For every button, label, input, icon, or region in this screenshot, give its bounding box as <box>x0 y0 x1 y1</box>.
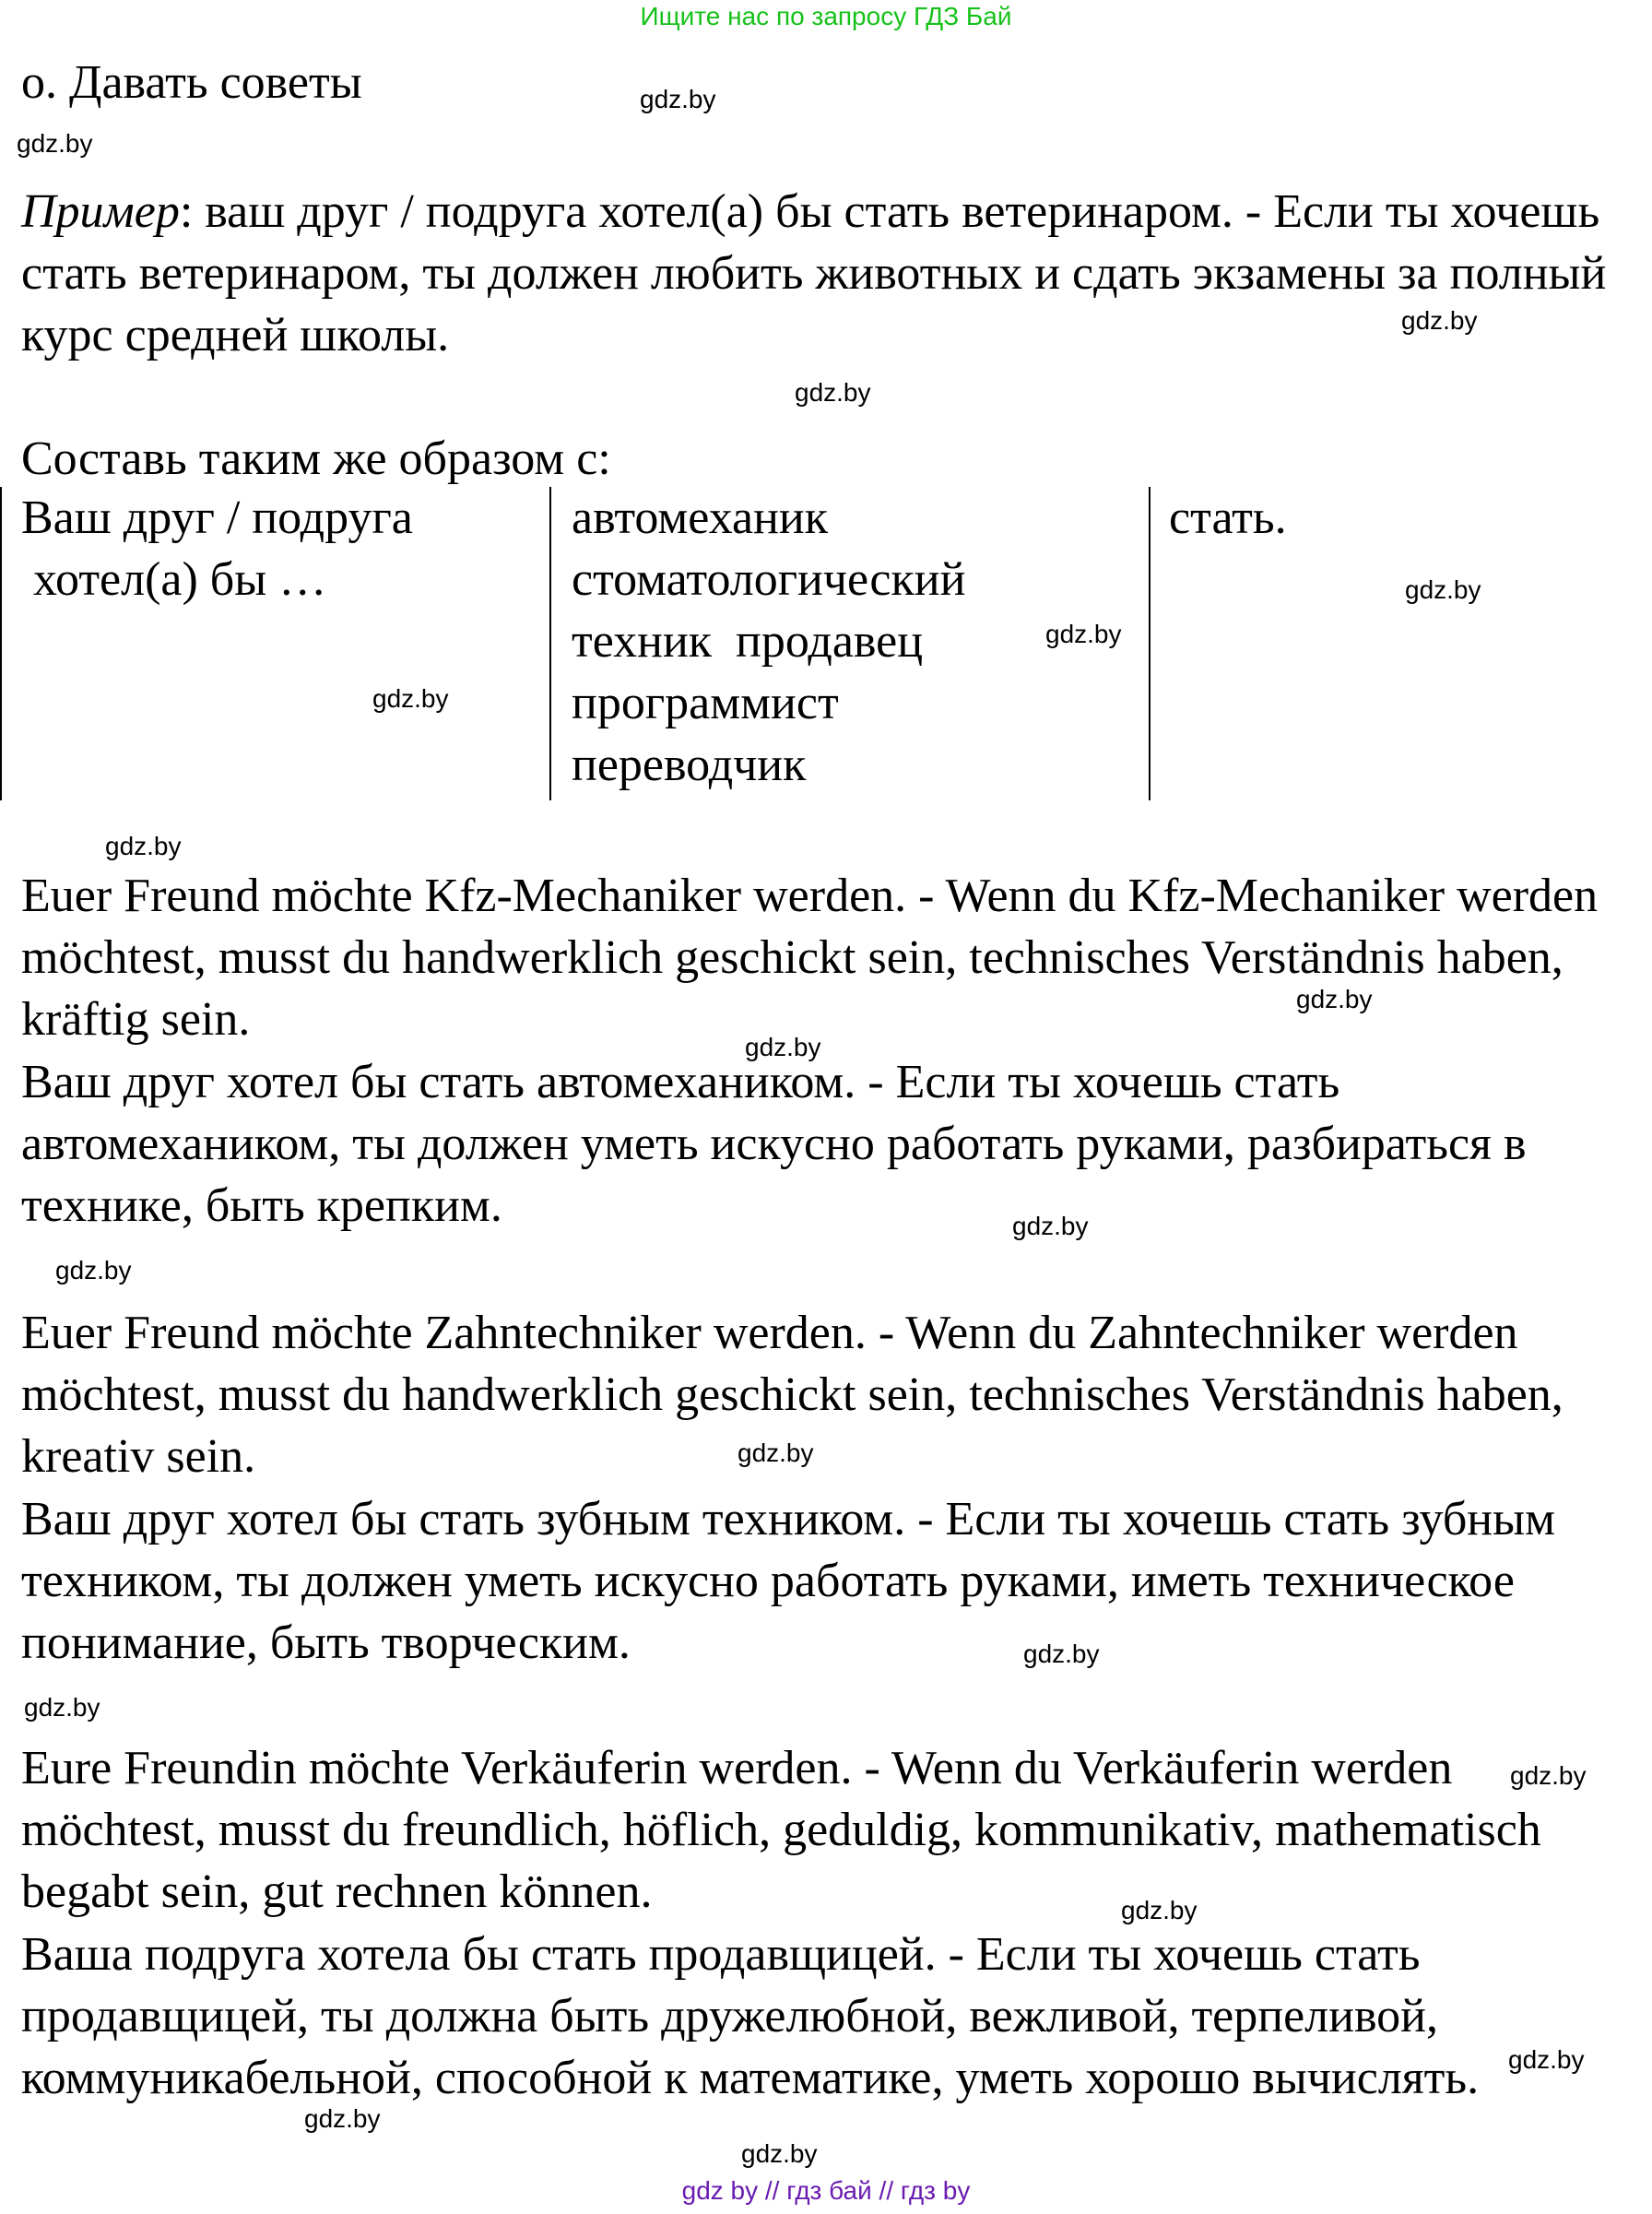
watermark: gdz.by <box>24 1693 100 1722</box>
profession-item: переводчик <box>572 739 807 791</box>
example-paragraph <box>21 181 1644 366</box>
watermark: gdz.by <box>1401 306 1478 335</box>
profession-item: техник продавец <box>572 615 924 668</box>
watermark: gdz.by <box>640 85 716 113</box>
answer-paragraph: Euer Freund möchte Kfz-Mechaniker werden. - Wenn du Kfz-Mechaniker werden möchtest, musst du handwerklich geschickt sein, technisches Verständnis haben, kräftig sein. <box>21 870 1599 1046</box>
answer-paragraph: Ваш друг хотел бы стать автомехаником. - Если ты хочешь стать автомехаником, ты должен уметь искусно работать руками, разбираться в технике, быть крепким. <box>21 1056 1527 1232</box>
top-banner: Ищите нас по запросу ГДЗ Бай <box>640 2 1012 30</box>
answer-paragraph: Ваша подруга хотела бы стать продавщицей. - Если ты хочешь стать продавщицей, ты должна быть дружелюбной, вежливой, терпеливой, коммуникабельной, способной к математике, уметь хорошо вычислять. <box>21 1928 1480 2104</box>
watermark: gdz.by <box>745 1033 821 1061</box>
watermark: gdz.by <box>55 1256 132 1285</box>
watermark: gdz.by <box>304 2104 381 2133</box>
table-col-professions <box>572 487 965 796</box>
table-border-right <box>1149 487 1150 800</box>
table-col-subject-line2: хотел(а) бы … <box>21 553 327 606</box>
watermark: gdz.by <box>372 684 449 713</box>
answer-paragraph: Eure Freundin möchte Verkäuferin werden. - Wenn du Verkäuferin werden möchtest, musst du freundlich, höflich, geduldig, kommunikativ, mathematisch begabt sein, gut rechnen können. <box>21 1742 1541 1918</box>
table-col-verb: стать. <box>1169 491 1287 544</box>
watermark: gdz.by <box>1510 1761 1587 1790</box>
answer-paragraph: Euer Freund möchte Zahntechniker werden. - Wenn du Zahntechniker werden möchtest, musst du handwerklich geschickt sein, technisches Verständnis haben, kreativ sein. <box>21 1307 1564 1483</box>
example-label: Пример <box>21 185 180 238</box>
task-label: Составь таким же образом с: <box>21 432 611 485</box>
profession-item: программист <box>572 677 839 729</box>
section-title: о. Давать советы <box>21 56 362 109</box>
watermark: gdz.by <box>1121 1896 1198 1924</box>
answer-paragraph: Ваш друг хотел бы стать зубным техником. - Если ты хочешь стать зубным техником, ты должен уметь искусно работать руками, иметь техническое понимание, быть творческим. <box>21 1493 1555 1669</box>
watermark: gdz.by <box>1012 1212 1089 1240</box>
footer: gdz by // гдз бай // гдз by <box>681 2176 971 2205</box>
table-col-subject <box>21 487 413 610</box>
watermark: gdz.by <box>1023 1640 1100 1668</box>
profession-item: стоматологический <box>572 553 966 606</box>
profession-item: автомеханик <box>572 491 829 544</box>
table-border-middle <box>549 487 551 800</box>
table-col-subject-line1: Ваш друг / подруга <box>21 491 413 544</box>
table-border-left <box>0 487 2 800</box>
watermark: gdz.by <box>741 2139 818 2168</box>
watermark: gdz.by <box>738 1439 814 1467</box>
watermark: gdz.by <box>1405 575 1481 604</box>
watermark: gdz.by <box>17 129 93 158</box>
watermark: gdz.by <box>1045 620 1122 648</box>
example-text: : ваш друг / подруга хотел(а) бы стать ветеринаром. - Если ты хочешь стать ветеринаром, ты должен любить животных и сдать экзамены за полный курс средней школы. <box>21 185 1607 361</box>
watermark: gdz.by <box>1508 2045 1585 2074</box>
watermark: gdz.by <box>795 378 871 407</box>
watermark: gdz.by <box>105 832 182 860</box>
watermark: gdz.by <box>1296 985 1373 1013</box>
